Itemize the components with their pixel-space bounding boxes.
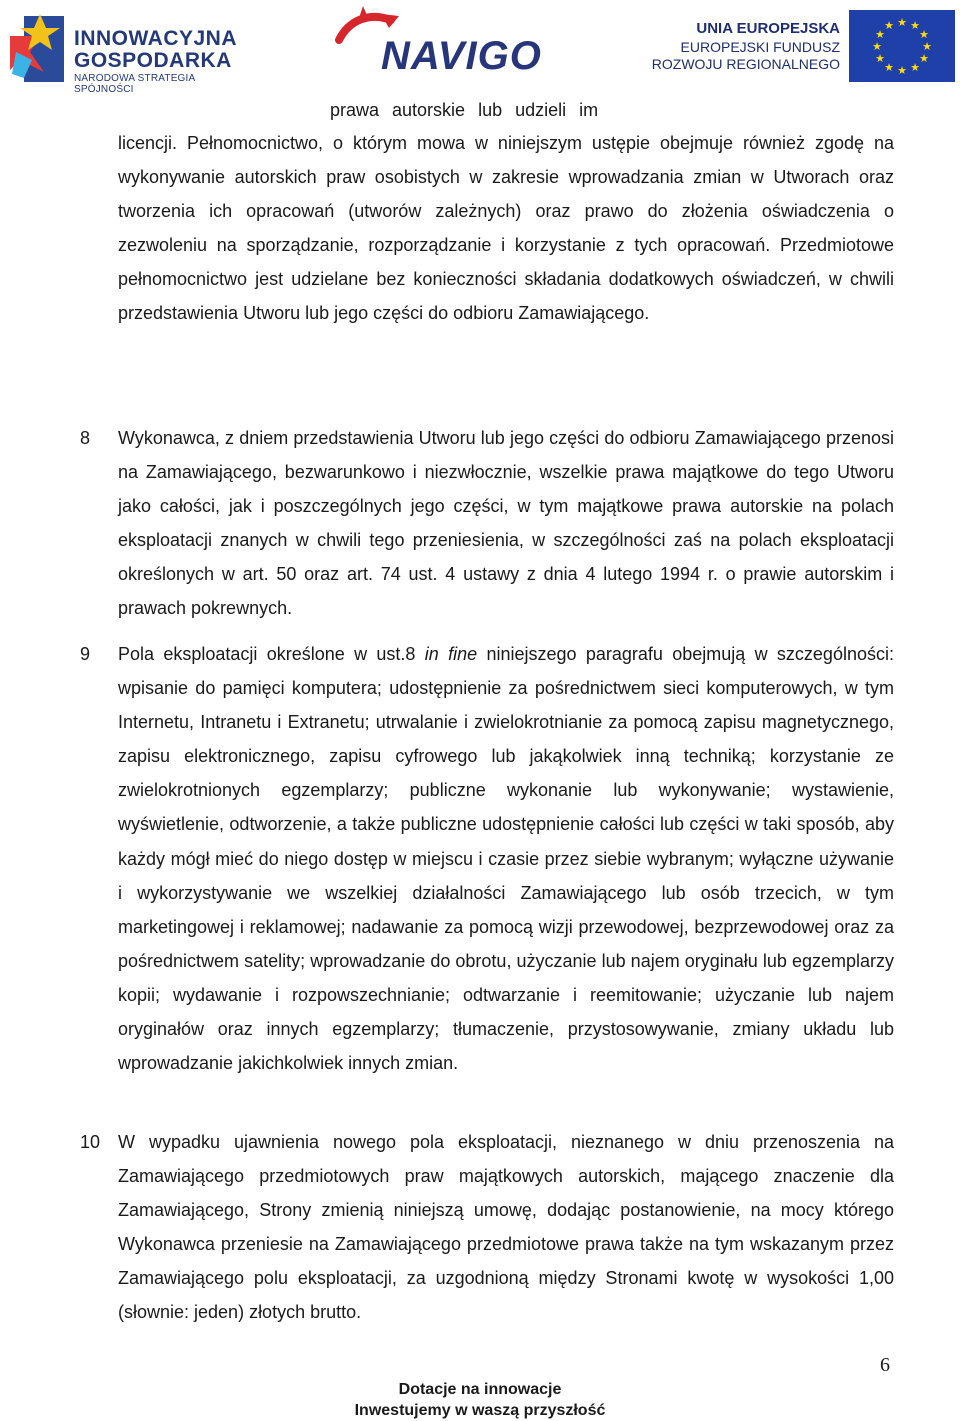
eu-stars-icon <box>849 10 955 82</box>
eu-line-3: ROZWOJU REGIONALNEGO <box>651 56 840 72</box>
svg-text:★: ★ <box>884 19 894 32</box>
eu-line-1: UNIA EUROPEJSKA <box>696 20 840 37</box>
item-number-9: 9 <box>80 644 91 664</box>
svg-text:★: ★ <box>922 40 932 53</box>
innowacyjna-gospodarka-emblem-icon <box>10 8 68 84</box>
svg-text:★: ★ <box>875 28 885 41</box>
logo-line-1: INNOWACYJNA <box>74 27 238 50</box>
svg-text:★: ★ <box>919 52 929 65</box>
item-number-8: 8 <box>80 428 91 448</box>
item-9-italic-phrase: in fine <box>424 644 478 664</box>
svg-text:★: ★ <box>910 19 920 32</box>
footer-line-1: Dotacje na innowacje <box>398 1381 562 1398</box>
eu-fund-logo <box>651 10 955 84</box>
svg-text:★: ★ <box>897 16 907 29</box>
page-header <box>0 0 960 95</box>
svg-text:★: ★ <box>884 61 894 74</box>
navigo-wordmark: NAVIGO <box>381 34 542 78</box>
navigo-logo <box>335 6 560 76</box>
logo-line-2: GOSPODARKA <box>74 49 232 72</box>
item-9-text-rest: niniejszego paragrafu obejmują w szczególności: wpisanie do pamięci komputera; udostępnienie za pośrednictwem sieci komputerowych, w tym Internetu, Intranetu i Extranetu; utrwalanie i zwielokrotnianie za pomocą zapisu magnetycznego, zapisu elektronicznego, zapisu cyfrowego lub jakąkolwiek inną techniką; korzystanie ze zwielokrotnionych egzemplarzy; publiczne wykonanie lub wykonywanie; wystawienie, wyświetlenie, odtworzenie, a także publiczne udostępnienie całości lub części w taki sposób, aby każdy mógł mieć do niego dostęp w miejscu i czasie przez siebie wybranym; wyłączne używanie i wykorzystywanie we wszelkiej działalności Zamawiającego lub osób trzecich, w tym marketingowej i reklamowej; nadawanie za pomocą wizji przewodowej, bezprzewodowej oraz za pośrednictwem satelity; wprowadzanie do obrotu, użyczanie lub najem oryginału lub egzemplarzy kopii; wydawanie i rozpowszechnianie; odtwarzanie i reemitowanie; użyczanie lub najem oryginałów oraz innych egzemplarzy; tłumaczenie, przystosowywanie, zmiany układu lub wprowadzanie jakichkolwiek innych zmian. <box>118 644 894 1074</box>
footer-line-2: Inwestujemy w waszą przyszłość <box>354 1402 606 1419</box>
item-text-9 <box>118 637 894 1080</box>
eu-line-2: EUROPEJSKI FUNDUSZ <box>680 39 840 55</box>
svg-text:★: ★ <box>919 28 929 41</box>
page-number: 6 <box>880 1354 890 1376</box>
item-text-8: Wykonawca, z dniem przedstawienia Utworu lub jego części do odbioru Zamawiającego przenosi na Zamawiającego, bezwarunkowo i niezwłocznie, wszelkie prawa majątkowe do tego Utworu jako całości, jak i poszczególnych jego części, w tym majątkowe prawa autorskie na polach eksploatacji znanych w chwili tego przeniesienia, w szczególności zaś na polach eksploatacji określonych w art. 50 oraz art. 74 ust. 4 ustawy z dnia 4 lutego 1994 r. o prawie autorskim i prawach pokrewnych. <box>118 428 894 619</box>
continuation-paragraph: licencji. Pełnomocnictwo, o którym mowa w niniejszym ustępie obejmuje również zgodę na wykonywanie autorskich praw osobistych w zakresie wprowadzania zmian w Utworach oraz tworzenia ich opracowań (utworów zależnych) oraz prawo do złożenia oświadczenia o zezwoleniu na sporządzanie, rozporządzanie i korzystanie z tych opracowań. Przedmiotowe pełnomocnictwo jest udzielane bez konieczności składania dodatkowych oświadczeń, w chwili przedstawienia Utworu lub jego części do odbioru Zamawiającego. <box>118 133 894 324</box>
item-text-10: W wypadku ujawnienia nowego pola eksploatacji, nieznanego w dniu przenoszenia na Zamawiającego przedmiotowych praw majątkowych autorskich, mającego znaczenie dla Zamawiającego, Strony zmienią niniejszą umowę, dodając postanowienie, na mocy którego Wykonawca przeniesie na Zamawiającego przedmiotowe prawa także na tym wskazanym przez Zamawiającego polu eksploatacji, za uzgodnioną między Stronami kwotę w wysokości 1,00 (słownie: jeden) złotych brutto. <box>118 1132 894 1323</box>
svg-text:★: ★ <box>875 52 885 65</box>
continued-line: prawa autorskie lub udzieli im <box>330 100 599 120</box>
svg-text:★: ★ <box>910 61 920 74</box>
page-footer <box>0 1379 960 1421</box>
innowacyjna-gospodarka-logo <box>10 6 250 95</box>
eu-flag-icon <box>849 10 955 82</box>
svg-text:★: ★ <box>897 64 907 77</box>
logo-line-3: NARODOWA STRATEGIA SPÓJNOŚCI <box>74 73 195 95</box>
svg-text:★: ★ <box>872 40 882 53</box>
item-9-text-start: Pola eksploatacji określone w ust.8 <box>118 644 416 664</box>
item-number-10: 10 <box>80 1132 101 1152</box>
